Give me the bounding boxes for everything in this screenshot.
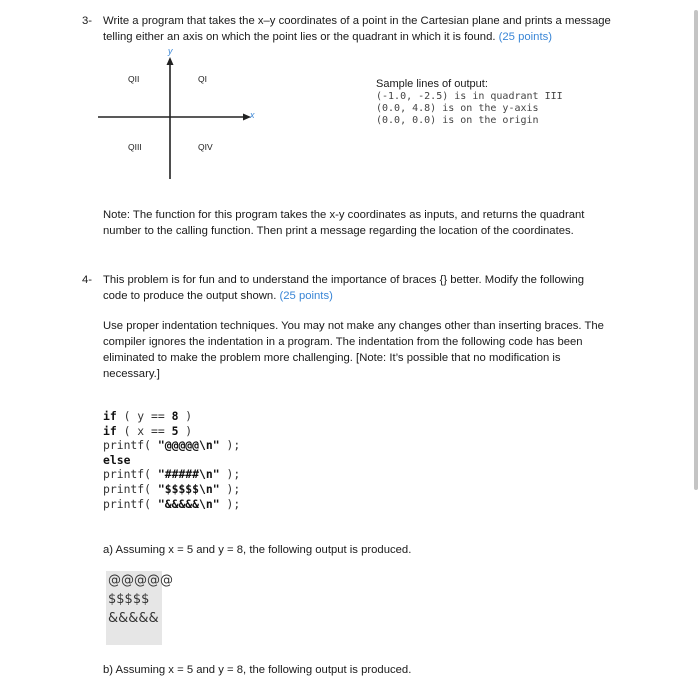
cartesian-diagram [90,48,270,188]
quadrant-3-label: QIII [128,142,142,152]
code-line-4 [103,453,130,468]
q3-line1: Write a program that takes the x–y coordinates of a point in the Cartesian plane and prints a message [103,15,611,27]
q4-paragraph-line: compiler ignores the indentation in a program. The indentation from the following code has been [103,336,583,348]
sample-output-line: (0.0, 4.8) is on the y-axis [376,103,539,114]
y-axis-label: y [168,46,173,56]
part-b-text: b) Assuming x = 5 and y = 8, the following output is produced. [103,664,412,676]
code-line-2 [103,424,192,439]
q3-note-line1: Note: The function for this program takes the x-y coordinates as inputs, and returns the quadrant [103,209,585,221]
q4-line1: This problem is for fun and to understand the importance of braces {} better. Modify the following [103,274,585,286]
code-keyword: if [103,423,117,438]
q4-line2-text: code to produce the output shown. [103,290,277,302]
output-line: @@@@@ [108,573,173,588]
code-text: ); [219,482,241,496]
x-axis-label: x [250,110,255,120]
code-string: "$$$$$\n" [157,482,220,496]
q4-paragraph-line: Use proper indentation techniques. You may not make any changes other than inserting braces. The [103,320,604,332]
code-text: ( x == [116,423,172,438]
code-text: printf( [103,482,158,496]
q3-note-line2: number to the calling function. Then print a message regarding the location of the coordinates. [103,225,574,237]
sample-output-title: Sample lines of output: [376,78,488,90]
scrollbar[interactable] [694,10,698,490]
code-text: printf( [103,496,158,511]
code-number: 5 [171,423,179,438]
code-string: "#####\n" [157,467,220,482]
quadrant-4-label: QIV [198,142,213,152]
code-keyword: else [103,452,131,467]
q3-line2-text: telling either an axis on which the point lies or the quadrant in which it is found. [103,31,496,43]
q4-points: (25 points) [279,290,333,302]
code-line-1 [103,409,192,424]
q3-points: (25 points) [498,31,552,43]
quadrant-1-label: QI [198,74,207,84]
code-text: ( y == [116,409,172,423]
output-line: $$$$$ [108,592,150,607]
sample-output-line: (0.0, 0.0) is on the origin [376,115,539,126]
code-line-6 [103,482,240,497]
code-text: printf( [103,467,158,482]
q3-number: 3- [82,15,93,27]
code-text: ) [178,423,193,438]
code-line-3 [103,438,240,453]
q4-paragraph-line: necessary.] [103,368,160,380]
code-string: "&&&&&\n" [157,496,220,511]
code-line-7 [103,497,240,512]
y-axis-arrow [167,57,174,65]
sample-output-line: (-1.0, -2.5) is in quadrant III [376,91,563,102]
code-text: ) [178,409,193,423]
q4-number: 4- [82,274,93,286]
code-string: "@@@@@\n" [157,438,220,453]
q3-line2 [103,29,552,45]
code-text: printf( [103,438,158,453]
code-text: ); [219,467,241,482]
code-line-5 [103,467,240,482]
code-text: ); [219,438,241,453]
quadrant-2-label: QII [128,74,140,84]
q4-line2 [103,288,333,304]
q4-paragraph-line: eliminated to make the problem more challenging. [Note: It’s possible that no modification is [103,352,561,364]
code-number: 8 [171,409,179,423]
code-text: ); [219,496,241,511]
part-a-text: a) Assuming x = 5 and y = 8, the following output is produced. [103,544,412,556]
output-line: &&&&& [108,611,159,626]
code-keyword: if [103,409,117,423]
